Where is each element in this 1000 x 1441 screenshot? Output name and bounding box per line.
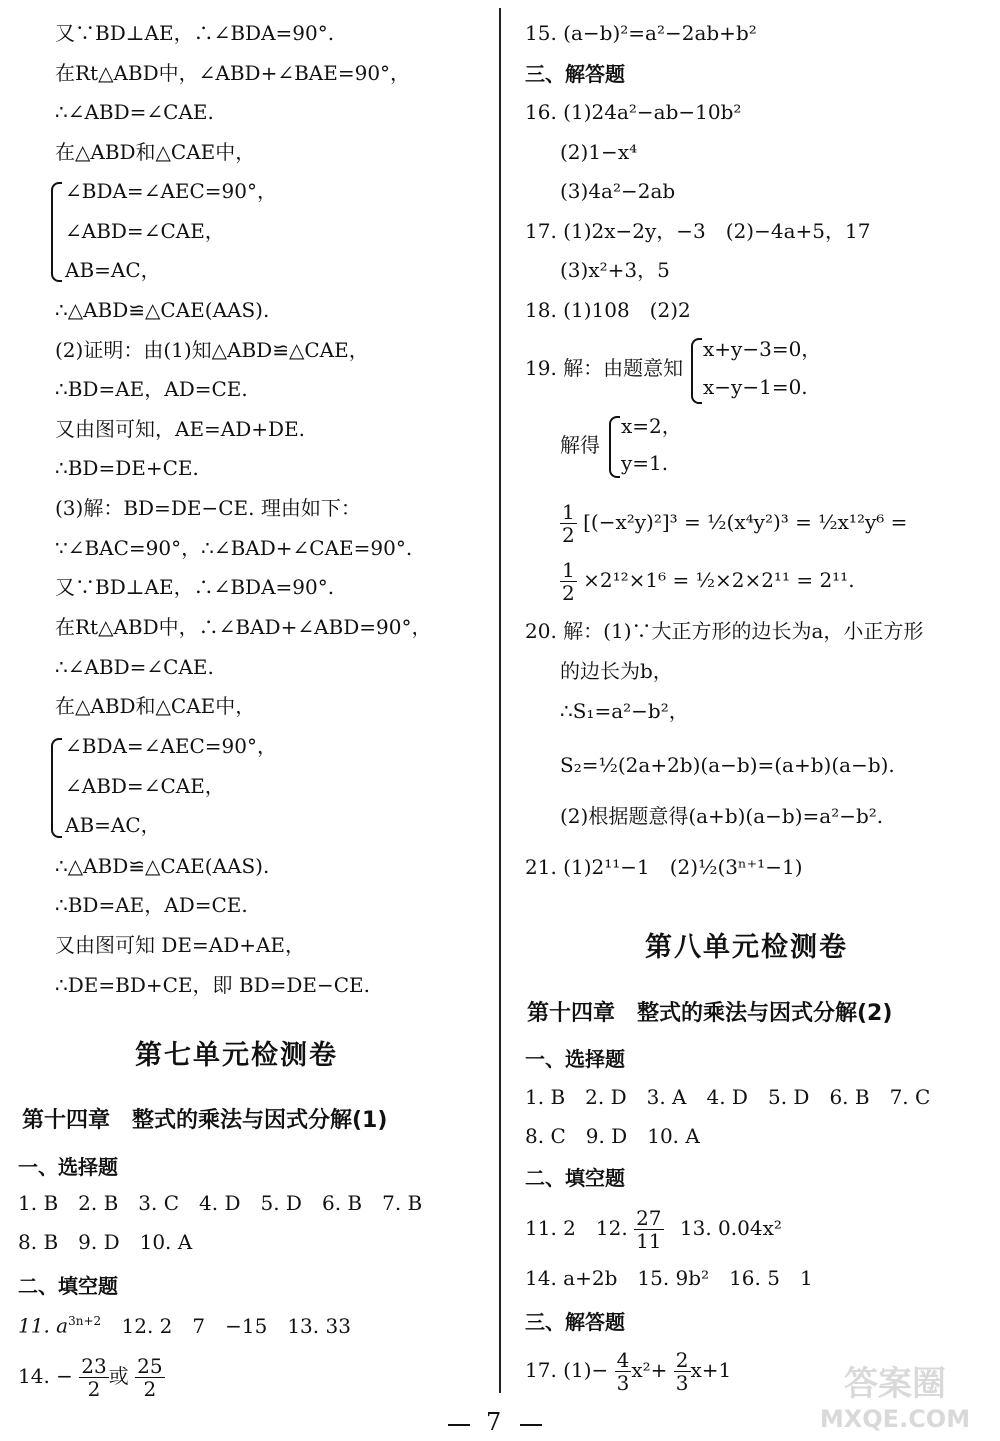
system-brace [691, 338, 702, 404]
text-line: 又由图可知 DE=AD+AE， [55, 933, 306, 957]
equation: x+y−3=0， [703, 337, 822, 361]
text-line: 在Rt△ABD中，∠ABD+∠BAE=90°， [55, 61, 411, 85]
q11-base: 11. a [18, 1313, 69, 1338]
system-brace [51, 738, 62, 838]
chapter-title: 第十四章 整式的乘法与因式分解(1) [22, 1108, 388, 1133]
fraction-denominator: 2 [143, 1377, 157, 1401]
fraction [634, 1207, 663, 1252]
section-heading: 三、解答题 [525, 1310, 625, 1334]
equation: y=1. [621, 451, 669, 475]
q14-prefix: 14. − [18, 1364, 73, 1388]
text-line: 在△ABD和△CAE中， [55, 140, 256, 164]
text-line: 18. (1)108 (2)2 [525, 298, 691, 322]
fraction [135, 1355, 164, 1400]
text-line: ∴BD=DE+CE. [55, 456, 199, 480]
section-heading: 一、选择题 [525, 1047, 625, 1071]
q19-calc-2: ×2¹²×1⁶ = ½×2×2¹¹ = 2¹¹. [583, 568, 855, 592]
text-line [560, 556, 855, 604]
text-line: ∠ABD=∠CAE， [65, 219, 225, 243]
answer-row [525, 1204, 782, 1252]
q17-mid: x²+ [631, 1358, 668, 1382]
or-word: 或 [108, 1364, 129, 1388]
chapter-title: 第十四章 整式的乘法与因式分解(2) [527, 1001, 893, 1026]
text-line: 的边长为b， [560, 659, 673, 683]
text-line: (2)1−x⁴ [560, 140, 638, 164]
answer-row [18, 1306, 351, 1341]
text-line: ∴∠ABD=∠CAE. [55, 655, 214, 679]
watermark-cn: 答案圈 [844, 1364, 946, 1404]
fraction-denominator: 3 [616, 1371, 630, 1395]
text-line: (3)解：BD=DE−CE. 理由如下： [55, 496, 361, 520]
fraction-numerator: 27 [636, 1206, 662, 1230]
q11-exponent: 3n+2 [68, 1314, 102, 1328]
text-line: 16. (1)24a²−ab−10b² [525, 100, 742, 124]
text-line: 又∵BD⊥AE，∴∠BDA=90°. [55, 575, 335, 599]
fraction [79, 1355, 108, 1400]
fraction [674, 1349, 691, 1394]
text-line: 19. 解：由题意知 [525, 356, 684, 380]
text-line: ∠BDA=∠AEC=90°， [65, 734, 278, 758]
q17-prefix: 17. (1)− [525, 1358, 609, 1382]
fraction-denominator: 3 [675, 1371, 689, 1395]
text-line: 15. (a−b)²=a²−2ab+b² [525, 21, 757, 45]
text-line: ∴△ABD≌△CAE(AAS). [55, 298, 270, 322]
text-line: ∴△ABD≌△CAE(AAS). [55, 854, 270, 878]
answer-row: 1. B 2. B 3. C 4. D 5. D 6. B 7. B [18, 1191, 423, 1215]
text-line: ∴BD=AE，AD=CE. [55, 377, 248, 401]
answer-row [18, 1352, 165, 1400]
text-line: S₂=½(2a+2b)(a−b)=(a+b)(a−b). [560, 753, 895, 777]
text-line: ∠BDA=∠AEC=90°， [65, 179, 278, 203]
text-line: (3)4a²−2ab [560, 179, 676, 203]
fraction [615, 1349, 632, 1394]
equation: x−y−1=0. [703, 375, 808, 399]
fraction-numerator: 2 [675, 1348, 689, 1372]
fraction-numerator: 25 [137, 1354, 163, 1378]
text-line: AB=AC， [65, 813, 161, 837]
text-line: ∠ABD=∠CAE， [65, 774, 225, 798]
page-number: 7 [486, 1408, 502, 1436]
text-line: (3)x²+3，5 [560, 258, 670, 282]
footer-dash [520, 1424, 542, 1426]
text-line: 在△ABD和△CAE中， [55, 694, 256, 718]
fraction-numerator: 23 [81, 1354, 107, 1378]
fraction-half: $\frac{1}{2}$ [562, 500, 575, 547]
text-line: ∵∠BAC=90°，∴∠BAD+∠CAE=90°. [55, 536, 413, 560]
section-heading: 三、解答题 [525, 62, 625, 86]
unit-title: 第七单元检测卷 [135, 1040, 338, 1071]
section-heading: 二、填空题 [525, 1166, 625, 1190]
system-brace [609, 416, 620, 478]
q11-rest: 12. 2 7 −15 13. 33 [121, 1313, 351, 1338]
fraction-half: $\frac{1}{2}$ [562, 558, 575, 605]
answer-row: 14. a+2b 15. 9b² 16. 5 1 [525, 1266, 813, 1290]
text-line: AB=AC， [65, 258, 161, 282]
text-line: 又∵BD⊥AE，∴∠BDA=90°. [55, 21, 335, 45]
text-line [560, 498, 907, 546]
section-heading: 二、填空题 [18, 1274, 118, 1298]
q11-text: 11. 2 12. [525, 1216, 628, 1240]
q19-calc-1: [(−x²y)²]³ = ½(x⁴y²)³ = ½x¹²y⁶ = [583, 510, 908, 534]
section-heading: 一、选择题 [18, 1155, 118, 1179]
text-line: ∴BD=AE，AD=CE. [55, 893, 248, 917]
column-divider [499, 8, 501, 1393]
q17-end: x+1 [690, 1358, 732, 1382]
text-line: (2)证明：由(1)知△ABD≌△CAE， [55, 338, 369, 362]
system-brace [51, 182, 62, 282]
text-line: 在Rt△ABD中，∴∠BAD+∠ABD=90°， [55, 615, 432, 639]
fraction-numerator: 4 [616, 1348, 630, 1372]
text-line: 20. 解：(1)∵大正方形的边长为a，小正方形 [525, 619, 924, 643]
text-line: 21. (1)2¹¹−1 (2)½(3ⁿ⁺¹−1) [525, 855, 803, 879]
text-line: ∴S₁=a²−b²， [560, 699, 689, 723]
watermark-en: MXQE.COM [819, 1405, 971, 1433]
q13-text: 13. 0.04x² [679, 1216, 782, 1240]
text-line: ∴DE=BD+CE，即 BD=DE−CE. [55, 973, 371, 997]
footer-dash [448, 1424, 470, 1426]
watermark-logo [803, 1355, 988, 1433]
text-line: 17. (1)2x−2y，−3 (2)−4a+5，17 [525, 219, 871, 243]
text-line: (2)根据题意得(a+b)(a−b)=a²−b². [560, 804, 884, 828]
fraction-denominator: 2 [87, 1377, 101, 1401]
text-line: 又由图可知，AE=AD+DE. [55, 417, 306, 441]
text-line: ∴∠ABD=∠CAE. [55, 100, 214, 124]
answer-row: 8. B 9. D 10. A [18, 1230, 193, 1254]
answer-row: 1. B 2. D 3. A 4. D 5. D 6. B 7. C [525, 1085, 931, 1109]
answer-row [525, 1346, 731, 1394]
unit-title: 第八单元检测卷 [645, 932, 848, 963]
equation: x=2， [621, 414, 682, 438]
text-line: 解得 [560, 433, 600, 457]
fraction-denominator: 11 [636, 1229, 662, 1253]
answer-row: 8. C 9. D 10. A [525, 1124, 700, 1148]
